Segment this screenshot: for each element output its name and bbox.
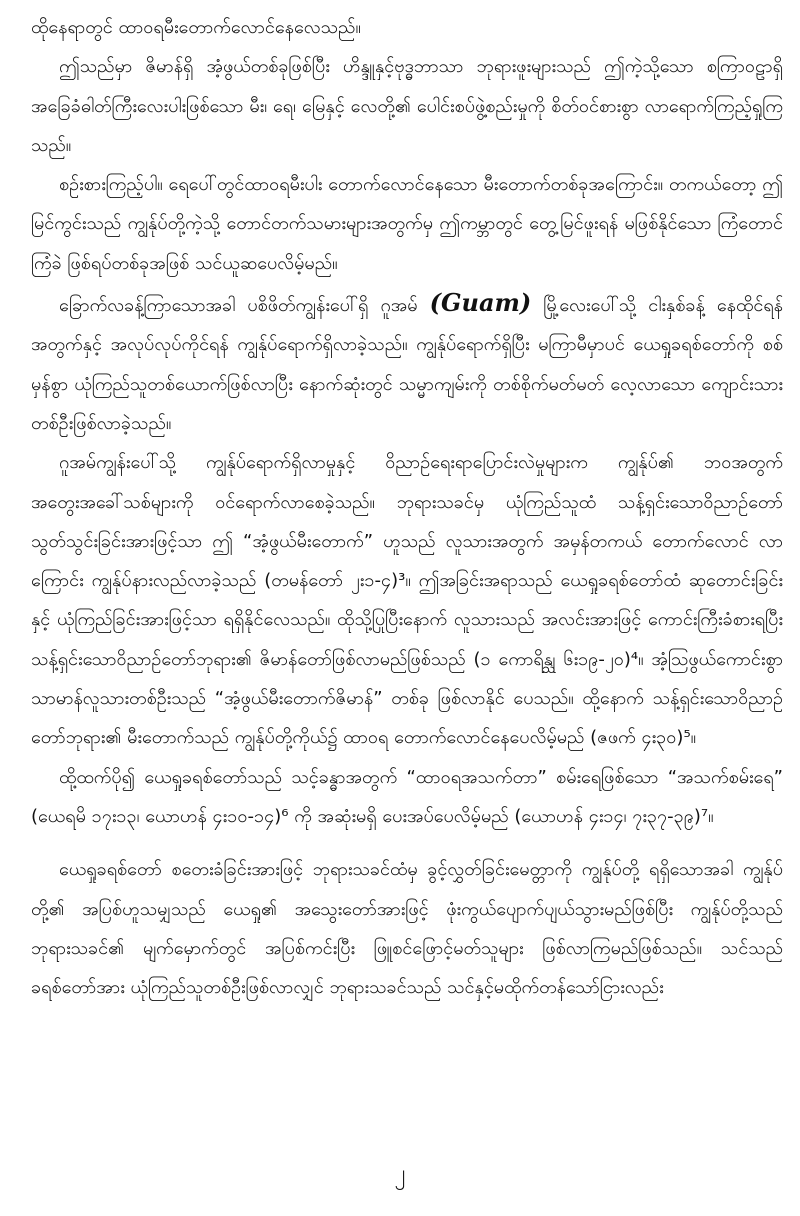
paragraph-3-text-before: ခြောက်လခန့်ကြာသောအခါ ပစိဖိတ်ကျွန်းပေါ်ရှိ ဂူအမ် [59,295,430,317]
page-number: ၂ [394,1161,406,1186]
paragraph-4: ဂူအမ်ကျွန်းပေါ်သို့ ကျွန်ုပ်ရောက်ရှိလာမှုနှင့် ဝိညာဉ်ရေးရာပြောင်းလဲမှုများက ကျွန်ုပ်၏ ဘဝအတွက် အတွေးအခေါ်သစ်များကို ဝင်ရောက်လာစေခဲ့သည်။ ဘုရားသခင်မှ ယုံကြည်သူထံ သန့်ရှင်းသောဝိညာဉ်တော် သွတ်သွင်းခြင်းအားဖြင့်သာ ဤ “အံ့ဖွယ်မီးတောက်” ဟူသည် လူသားအတွက် အမှန်တကယ် တောက်လောင် လာကြောင်း ကျွန်ုပ်နားလည်လာခဲ့သည် (တမန်တော် ၂း၁-၄)³။ ဤအခြင်းအရာသည် ယေရှုခရစ်တော်ထံ ဆုတောင်းခြင်းနှင့် ယုံကြည်ခြင်းအားဖြင့်သာ ရရှိနိုင်လေသည်။ ထိုသို့ပြုပြီးနောက် လူသားသည် အလင်းအားဖြင့် ကောင်းကြီးခံစားရပြီး သန့်ရှင်းသောဝိညာဉ်တော်ဘုရား၏ ဇိမာန်တော်ဖြစ်လာမည်ဖြစ်သည် (၁ ကောရိန္သု ၆း၁၉-၂၀)⁴။ အံ့သြဖွယ်ကောင်းစွာ သာမာန်လူသားတစ်ဦးသည် “အံ့ဖွယ်မီးတောက်ဇိမာန်” တစ်ခု ဖြစ်လာနိုင် ပေသည်။ ထို့နောက် သန့်ရှင်းသောဝိညာဉ်တော်ဘုရား၏ မီးတောက်သည် ကျွန်ုပ်တို့ကိုယ်၌ ထာဝရ တောက်လောင်နေပေလိမ့်မည် (ဇဖက် ၄း၃၀)⁵။ [31,452,783,749]
document-page [31,8,783,1007]
paragraph-1: ဤသည်မှာ ဇိမာန်ရှိ အံ့ဖွယ်တစ်ခုဖြစ်ပြီး ဟိန္ဒူနှင့်ဗုဒ္ဓဘာသာ ဘုရားဖူးများသည် ဤကဲ့သို့သော စကြာဝဠာရှိ အခြေခံဓါတ်ကြီးလေးပါးဖြစ်သော မီး၊ ရေ၊ မြေနှင့် လေတို့၏ ပေါင်းစပ်ဖွဲ့စည်းမှုကို စိတ်ဝင်စားစွာ လာရောက်ကြည့်ရှုကြသည်။ [31,56,783,156]
paragraph-5: ထို့ထက်ပို၍ ယေရှုခရစ်တော်သည် သင့်ခန္ဓာအတွက် “ထာဝရအသက်တာ” စမ်းရေဖြစ်သော “အသက်စမ်းရေ” (ယေရမိ ၁၇း၁၃၊ ယောဟန် ၄း၁၀-၁၄)⁶ ကို အဆုံးမရှိ ပေးအပ်ပေလိမ့်မည် (ယောဟန် ၄း၁၄၊ ၇း၃၇-၃၉)⁷။ [31,766,783,827]
paragraph-3-text-after: မြို့လေးပေါ်သို့ ငါးနှစ်ခန့် နေထိုင်ရန်အတွက်နှင့် အလုပ်လုပ်ကိုင်ရန် ကျွန်ုပ်ရောက်ရှိလာခဲ့သည်။ ကျွန်ုပ်ရောက်ရှိပြီး မကြာမီမှာပင် ယေရှုခရစ်တော်ကို စစ်မှန်စွာ ယုံကြည်သူတစ်ယောက်ဖြစ်လာပြီး နောက်ဆုံးတွင် သမ္မာကျမ်းကို တစ်စိုက်မတ်မတ် လေ့လာသော ကျောင်းသားတစ်ဦးဖြစ်လာခဲ့သည်။ [31,295,783,434]
paragraph-2: စဉ်းစားကြည့်ပါ။ ရေပေါ်တွင်ထာဝရမီးပါး တောက်လောင်နေသော မီးတောက်တစ်ခုအကြောင်း။ တကယ်တော့ ဤမြင်ကွင်းသည် ကျွန်ုပ်တို့ကဲ့သို့ တောင်တက်သမားများအတွက်မှ ဤကမ္ဘာတွင် တွေ့မြင်ဖူးရန် မဖြစ်နိုင်သော ကြံတောင်ကြံခဲ ဖြစ်ရပ်တစ်ခုအဖြစ် သင်ယူဆပေလိမ့်မည်။ [31,174,783,274]
paragraph-6: ယေရှုခရစ်တော် စတေးခံခြင်းအားဖြင့် ဘုရားသခင်ထံမှ ခွင့်လွှတ်ခြင်းမေတ္တာကို ကျွန်ုပ်တို့ ရရှိသောအခါ ကျွန်ုပ်တို့၏ အပြစ်ဟူသမျှသည် ယေရှု၏ အသွေးတော်အားဖြင့် ဖုံးကွယ်ပျောက်ပျယ်သွားမည်ဖြစ်ပြီး ကျွန်ုပ်တို့သည် ဘုရားသခင်၏ မျက်မှောက်တွင် အပြစ်ကင်းပြီး ဖြူစင်ဖြောင့်မတ်သူများ ဖြစ်လာကြမည်ဖြစ်သည်။ သင်သည် ခရစ်တော်အား ယုံကြည်သူတစ်ဦးဖြစ်လာလျှင် ဘုရားသခင်သည် သင်နှင့်မထိုက်တန်သော်ငြားလည်း [31,859,783,999]
paragraph-0: ထိုနေရာတွင် ထာဝရမီးတောက်လောင်နေလေသည်။ [31,17,361,38]
paragraph-3 [31,283,783,443]
guam-latin-term: (Guam) [429,288,532,318]
